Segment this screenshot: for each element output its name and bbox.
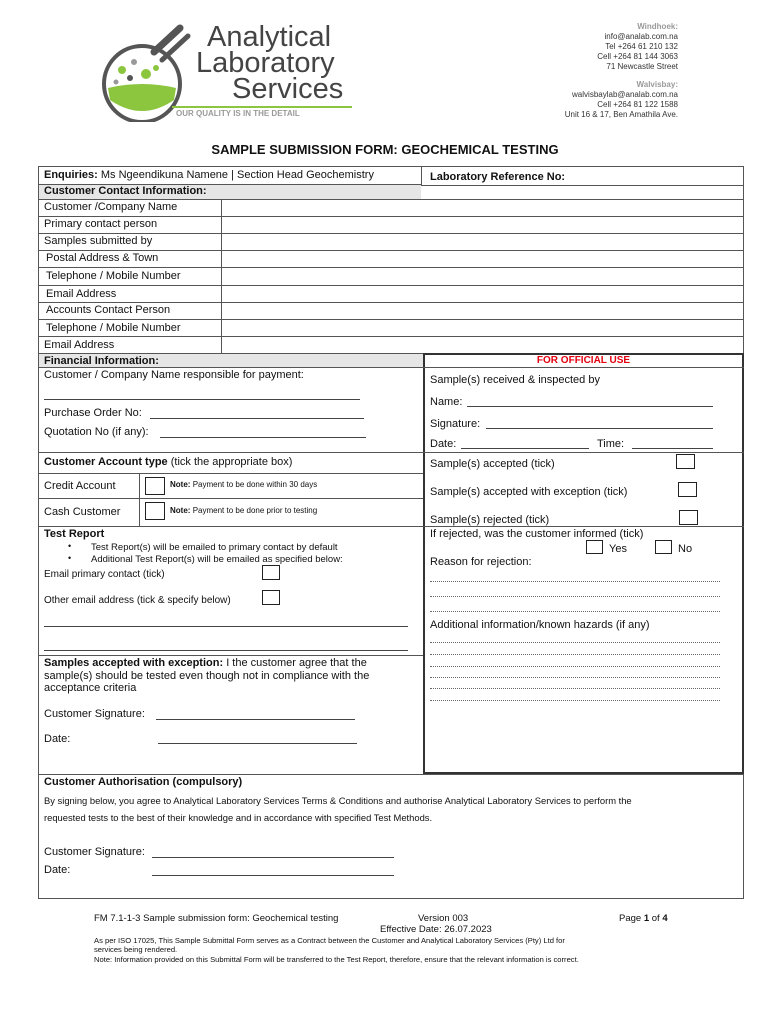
informed-no-label: No xyxy=(678,543,693,555)
financial-quotation-label: Quotation No (if any): xyxy=(44,426,149,438)
informed-yes-label: Yes xyxy=(609,543,627,555)
cash-customer-checkbox[interactable] xyxy=(145,502,165,520)
official-time-line[interactable] xyxy=(632,448,713,449)
form-title: SAMPLE SUBMISSION FORM: GEOCHEMICAL TESTING xyxy=(211,142,559,157)
exception-signature-label: Customer Signature: xyxy=(44,708,145,720)
exception-bold: Samples accepted with exception: xyxy=(44,657,224,669)
credit-account-note-text: Payment to be done within 30 days xyxy=(192,480,318,489)
contact-field-company[interactable] xyxy=(222,200,743,216)
authorisation-text-1: By signing below, you agree to Analytical Laboratory Services Terms & Conditions and authorise Analytical Laboratory Services to perform the xyxy=(44,795,632,806)
other-email-line-2[interactable] xyxy=(44,650,408,651)
exception-signature-line[interactable] xyxy=(156,719,355,720)
test-report-bullet-2: Additional Test Report(s) will be emailed as specified below: xyxy=(91,554,343,565)
account-header-bold: Customer Account type xyxy=(44,456,168,468)
additional-line[interactable] xyxy=(430,677,720,678)
other-email-label: Other email address (tick & specify below) xyxy=(44,595,231,606)
financial-company-line[interactable] xyxy=(44,399,360,400)
windhoek-city: Windhoek: xyxy=(637,22,678,31)
logo xyxy=(92,22,362,122)
accepted-checkbox[interactable] xyxy=(676,454,695,469)
official-time-label: Time: xyxy=(597,438,625,450)
walvis-contact xyxy=(565,80,678,120)
accepted-exception-checkbox[interactable] xyxy=(678,482,697,497)
credit-account-checkbox[interactable] xyxy=(145,477,165,495)
official-name-line[interactable] xyxy=(467,406,713,407)
contact-label-company: Customer /Company Name xyxy=(44,201,178,213)
contact-label-submitted-by: Samples submitted by xyxy=(44,235,153,247)
walvis-email: walvisbaylab@analab.com.na xyxy=(572,90,678,99)
additional-line[interactable] xyxy=(430,688,720,689)
additional-line[interactable] xyxy=(430,700,720,701)
contact-field-email[interactable] xyxy=(222,286,743,302)
authorisation-signature-line[interactable] xyxy=(152,857,394,858)
additional-line[interactable] xyxy=(430,666,720,667)
financial-company-label: Customer / Company Name responsible for payment: xyxy=(44,369,304,381)
financial-po-label: Purchase Order No: xyxy=(44,407,142,419)
reason-line[interactable] xyxy=(430,611,720,612)
credit-account-note-bold: Note: xyxy=(170,480,191,489)
exception-line-1: I the customer agree that the xyxy=(226,657,367,669)
enquiries-label: Enquiries: xyxy=(44,169,98,181)
contact-header: Customer Contact Information: xyxy=(44,185,207,197)
contact-label-email: Email Address xyxy=(46,288,117,300)
contact-label-accounts-telephone: Telephone / Mobile Number xyxy=(46,322,181,334)
official-signature-line[interactable] xyxy=(486,428,713,429)
informed-yes-checkbox[interactable] xyxy=(586,540,603,554)
additional-info-label: Additional information/known hazards (if any) xyxy=(430,619,650,631)
official-name-label: Name: xyxy=(430,396,463,408)
contact-label-telephone: Telephone / Mobile Number xyxy=(46,270,181,282)
additional-line[interactable] xyxy=(430,642,720,643)
credit-account-note xyxy=(170,480,317,489)
other-email-line-1[interactable] xyxy=(44,626,408,627)
contact-field-telephone[interactable] xyxy=(222,268,743,285)
cash-customer-note-text: Payment to be done prior to testing xyxy=(192,506,318,515)
footer-contract-note-2: services being rendered. xyxy=(94,945,178,954)
cash-customer-label: Cash Customer xyxy=(44,506,121,518)
footer-contract-note: As per ISO 17025, This Sample Submittal Form serves as a Contract between the Customer and Analytical Laboratory Services (Pty) Ltd for xyxy=(94,936,565,945)
bullet-icon: • xyxy=(68,541,72,551)
windhoek-tel: Tel +264 61 210 132 xyxy=(605,42,678,51)
official-signature-label: Signature: xyxy=(430,418,481,430)
contact-label-accounts: Accounts Contact Person xyxy=(46,304,171,316)
received-label: Sample(s) received & inspected by xyxy=(430,374,600,386)
footer-page-prefix: Page xyxy=(619,913,642,924)
reason-line[interactable] xyxy=(430,581,720,582)
exception-date-label: Date: xyxy=(44,733,71,745)
enquiries-value: Ms Ngeendikuna Namene | Section Head Geochemistry xyxy=(100,169,374,181)
account-header xyxy=(44,456,292,468)
contact-label-accounts-email: Email Address xyxy=(44,339,115,351)
exception-line-2: sample(s) should be tested even though not in compliance with the xyxy=(44,669,370,682)
bullet-icon: • xyxy=(68,553,72,563)
cash-customer-note xyxy=(170,506,317,515)
contact-label-primary: Primary contact person xyxy=(44,218,158,230)
rejected-checkbox[interactable] xyxy=(679,510,698,525)
authorisation-header: Customer Authorisation (compulsory) xyxy=(44,776,243,788)
test-report-bullet-1: Test Report(s) will be emailed to primary contact by default xyxy=(91,542,338,553)
financial-quotation-line[interactable] xyxy=(160,437,366,438)
authorisation-date-label: Date: xyxy=(44,864,71,876)
financial-po-line[interactable] xyxy=(150,418,364,419)
authorisation-signature-label: Customer Signature: xyxy=(44,846,145,858)
logo-rule xyxy=(172,106,352,108)
authorisation-date-line[interactable] xyxy=(152,875,394,876)
exception-date-line[interactable] xyxy=(158,743,357,744)
windhoek-cell: Cell +264 81 144 3063 xyxy=(597,52,678,61)
footer-version: Version 003 xyxy=(418,913,469,924)
windhoek-address: 71 Newcastle Street xyxy=(606,62,678,71)
other-email-checkbox[interactable] xyxy=(262,590,280,605)
accepted-exception-label: Sample(s) accepted with exception (tick) xyxy=(430,486,628,498)
official-date-label: Date: xyxy=(430,438,457,450)
accepted-label: Sample(s) accepted (tick) xyxy=(430,458,555,470)
test-report-header: Test Report xyxy=(44,528,105,540)
reason-label: Reason for rejection: xyxy=(430,556,532,568)
financial-header: Financial Information: xyxy=(44,355,159,367)
logo-line-1: Analytical xyxy=(207,21,332,53)
footer-effective-date: Effective Date: 26.07.2023 xyxy=(380,924,492,935)
exception-text xyxy=(44,657,416,695)
footer-information-note: Note: Information provided on this Submittal Form will be transferred to the Test Report, therefore, ensure that the relevant information is correct. xyxy=(94,955,579,964)
contact-field-accounts-email[interactable] xyxy=(222,337,743,353)
contact-field-accounts[interactable] xyxy=(222,303,743,319)
contact-label-postal: Postal Address & Town xyxy=(46,252,159,264)
walvis-cell: Cell +264 81 122 1588 xyxy=(597,100,678,109)
official-use-header: FOR OFFICIAL USE xyxy=(536,355,631,366)
contact-field-postal[interactable] xyxy=(222,251,743,267)
footer-page-num: 1 xyxy=(643,913,650,924)
footer-page-of: of xyxy=(651,913,660,924)
footer-doc-id: FM 7.1-1-3 Sample submission form: Geochemical testing xyxy=(94,913,339,924)
official-date-line[interactable] xyxy=(461,448,589,449)
windhoek-contact xyxy=(597,22,678,72)
logo-line-3: Services xyxy=(232,73,344,105)
walvis-address: Unit 16 & 17, Ben Amathila Ave. xyxy=(564,110,678,119)
walvis-city: Walvisbay: xyxy=(636,80,678,89)
informed-label: If rejected, was the customer informed (tick) xyxy=(430,528,644,540)
contact-field-submitted-by[interactable] xyxy=(222,234,743,250)
contact-field-accounts-telephone[interactable] xyxy=(222,320,743,336)
exception-line-3: acceptance criteria xyxy=(44,682,137,694)
rejected-label: Sample(s) rejected (tick) xyxy=(430,514,550,526)
account-header-rest: (tick the appropriate box) xyxy=(170,456,293,468)
contact-field-primary[interactable] xyxy=(222,217,743,233)
footer-page xyxy=(619,913,668,924)
enquiries xyxy=(44,169,374,181)
informed-no-checkbox[interactable] xyxy=(655,540,672,554)
footer-page-total: 4 xyxy=(662,913,668,924)
additional-line[interactable] xyxy=(430,654,720,655)
authorisation-text-2: requested tests to the best of their knowledge and in accordance with specified Test Methods. xyxy=(44,812,433,823)
credit-account-label: Credit Account xyxy=(44,480,116,492)
reason-line[interactable] xyxy=(430,596,720,597)
email-primary-label: Email primary contact (tick) xyxy=(44,569,165,580)
email-primary-checkbox[interactable] xyxy=(262,565,280,580)
cash-customer-note-bold: Note: xyxy=(170,506,191,515)
logo-tagline: OUR QUALITY IS IN THE DETAIL xyxy=(176,109,300,118)
windhoek-email: info@analab.com.na xyxy=(604,32,678,41)
logo-line-2: Laboratory xyxy=(196,47,335,79)
lab-ref-label: Laboratory Reference No: xyxy=(430,171,566,183)
